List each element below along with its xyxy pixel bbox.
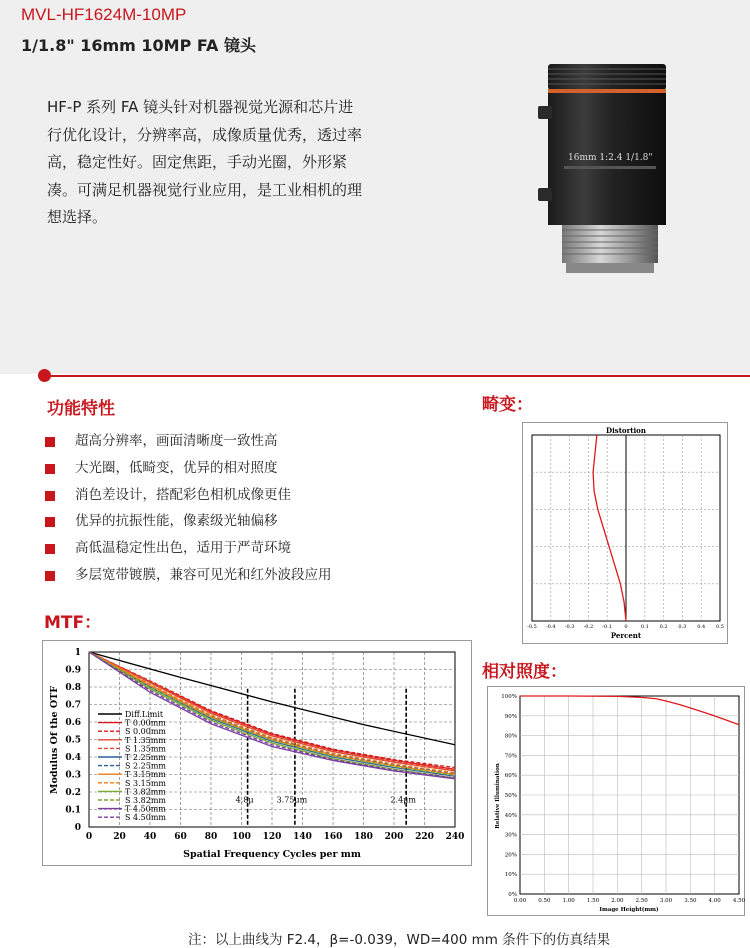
features-heading: 功能特性 <box>47 399 115 419</box>
y-tick-label: 90% <box>504 713 517 720</box>
x-tick-label: 0.00 <box>513 898 527 904</box>
mtf-ylabel: Modulus Of the OTF <box>49 686 60 794</box>
bullet-square-icon <box>45 437 55 447</box>
x-tick-label: 120 <box>262 832 282 842</box>
divider-dot <box>38 369 51 382</box>
y-tick-label: 0.7 <box>65 700 81 711</box>
x-tick-label: 3.50 <box>684 898 697 904</box>
feature-item: 优异的抗振性能，像素级光轴偏移 <box>45 508 332 535</box>
distortion-heading: 畸变： <box>482 395 533 415</box>
x-tick-label: 100 <box>232 832 251 842</box>
x-tick-label: 0.2 <box>659 624 668 630</box>
product-subtitle: 1/1.8" 16mm 10MP FA 镜头 <box>21 36 256 55</box>
legend-label: T 2.25mm <box>125 753 166 762</box>
bullet-square-icon <box>45 464 55 474</box>
bullet-square-icon <box>45 517 55 527</box>
y-tick-label: 0 <box>74 823 81 833</box>
illumination-ylabel: Relative Illumination <box>495 763 501 829</box>
feature-item: 多层宽带镀膜，兼容可见光和红外波段应用 <box>45 562 332 589</box>
product-model: MVL-HF1624M-10MP <box>21 5 187 24</box>
legend-label: T 3.15mm <box>125 770 166 780</box>
distortion-xlabel: Percent <box>610 631 642 640</box>
feature-list <box>45 428 332 589</box>
lens-markings: 16mm 1:2.4 1/1.8" <box>568 153 653 163</box>
x-tick-label: -0.2 <box>583 624 594 630</box>
x-tick-label: 140 <box>293 832 312 842</box>
x-tick-label: 4.50 <box>732 898 745 904</box>
x-tick-label: -0.5 <box>527 624 537 630</box>
section-divider <box>44 375 750 377</box>
y-tick-label: 1 <box>74 648 81 658</box>
feature-item: 高低温稳定性出色，适用于严苛环境 <box>45 535 332 562</box>
legend-label: S 3.82mm <box>125 796 167 805</box>
x-tick-label: 0.5 <box>716 624 724 630</box>
legend-label: T 4.50mm <box>125 804 166 814</box>
y-tick-label: 60% <box>504 773 517 780</box>
x-tick-label: -0.3 <box>564 624 575 630</box>
mtf-xlabel: Spatial Frequency Cycles per mm <box>183 849 361 860</box>
legend-label: S 3.15mm <box>125 778 167 788</box>
y-tick-label: 0.2 <box>65 788 81 798</box>
x-tick-label: 80 <box>204 832 218 842</box>
x-tick-label: -0.4 <box>545 624 556 630</box>
y-tick-label: 10% <box>504 872 517 879</box>
y-tick-label: 0.5 <box>65 735 81 746</box>
x-tick-label: 0.3 <box>678 624 687 630</box>
legend-label: S 0.00mm <box>125 727 167 737</box>
y-tick-label: 50% <box>504 793 517 799</box>
x-tick-label: 180 <box>354 832 373 842</box>
x-tick-label: 20 <box>113 832 126 842</box>
x-tick-label: -0.1 <box>602 624 613 630</box>
x-tick-label: 3.00 <box>659 898 673 904</box>
footnote: 注：以上曲线为 F2.4，β=-0.039，WD=400 mm 条件下的仿真结果 <box>188 932 611 948</box>
y-tick-label: 0.3 <box>65 770 81 781</box>
y-tick-label: 40% <box>504 812 517 819</box>
legend-label: S 2.25mm <box>125 761 167 771</box>
x-tick-label: 200 <box>384 832 404 842</box>
y-tick-label: 0.9 <box>65 665 81 676</box>
distortion-title: Distortion <box>606 426 646 435</box>
x-tick-label: 1.50 <box>586 898 600 904</box>
x-tick-label: 240 <box>445 832 465 842</box>
mtf-chart <box>42 640 472 866</box>
x-tick-label: 40 <box>143 832 157 842</box>
legend-label: S 1.35mm <box>125 744 167 754</box>
legend-label: T 3.82mm <box>125 787 166 797</box>
y-tick-label: 30% <box>504 832 517 839</box>
y-tick-label: 70% <box>504 753 517 760</box>
bullet-square-icon <box>45 571 55 581</box>
y-tick-label: 0.6 <box>65 718 81 728</box>
x-tick-label: 2.00 <box>611 898 624 904</box>
x-tick-label: 2.50 <box>635 898 648 904</box>
illumination-xlabel: Image Height(mm) <box>599 907 659 913</box>
product-description: HF-P 系列 FA 镜头针对机器视觉光源和芯片进行优化设计，分辨率高，成像质量优秀，透过率高，稳定性好。固定焦距，手动光圈，外形紧凑。可满足机器视觉行业应用，是工业相机的理想选择。 <box>47 98 363 226</box>
nyquist-label: 4.8μ <box>235 795 254 805</box>
x-tick-label: 0 <box>85 832 93 842</box>
x-tick-label: 160 <box>323 832 343 842</box>
x-tick-label: 0 <box>624 624 628 630</box>
bullet-square-icon <box>45 491 55 501</box>
feature-item: 消色差设计，搭配彩色相机成像更佳 <box>45 482 332 509</box>
legend-label: S 4.50mm <box>125 813 167 823</box>
y-tick-label: 20% <box>504 852 517 859</box>
x-tick-label: 220 <box>415 832 434 842</box>
lens-image <box>536 60 676 276</box>
x-tick-label: 60 <box>174 832 187 842</box>
illumination-chart <box>487 686 745 916</box>
y-tick-label: 0% <box>508 892 517 898</box>
y-tick-label: 0.8 <box>65 683 81 693</box>
feature-item: 超高分辨率，画面清晰度一致性高 <box>45 428 332 455</box>
y-tick-label: 100% <box>501 694 517 700</box>
x-tick-label: 0.50 <box>538 898 551 904</box>
x-tick-label: 4.00 <box>708 898 721 904</box>
y-tick-label: 80% <box>504 733 517 740</box>
y-tick-label: 0.1 <box>65 805 81 816</box>
x-tick-label: 0.1 <box>640 624 649 630</box>
distortion-chart <box>522 422 728 644</box>
nyquist-label: 3.75μm <box>276 795 308 805</box>
legend-label: T 1.35mm <box>125 735 166 745</box>
legend-label: T 0.00mm <box>125 718 166 728</box>
illumination-heading: 相对照度： <box>482 662 567 682</box>
bullet-square-icon <box>45 544 55 554</box>
legend-label: Diff.Limit <box>125 710 164 719</box>
feature-item: 大光圈，低畸变，优异的相对照度 <box>45 455 332 482</box>
nyquist-label: 2.4μm <box>390 795 416 805</box>
mtf-heading: MTF： <box>44 613 102 633</box>
y-tick-label: 0.4 <box>65 753 81 763</box>
x-tick-label: 1.00 <box>562 898 575 904</box>
x-tick-label: 0.4 <box>697 624 706 630</box>
